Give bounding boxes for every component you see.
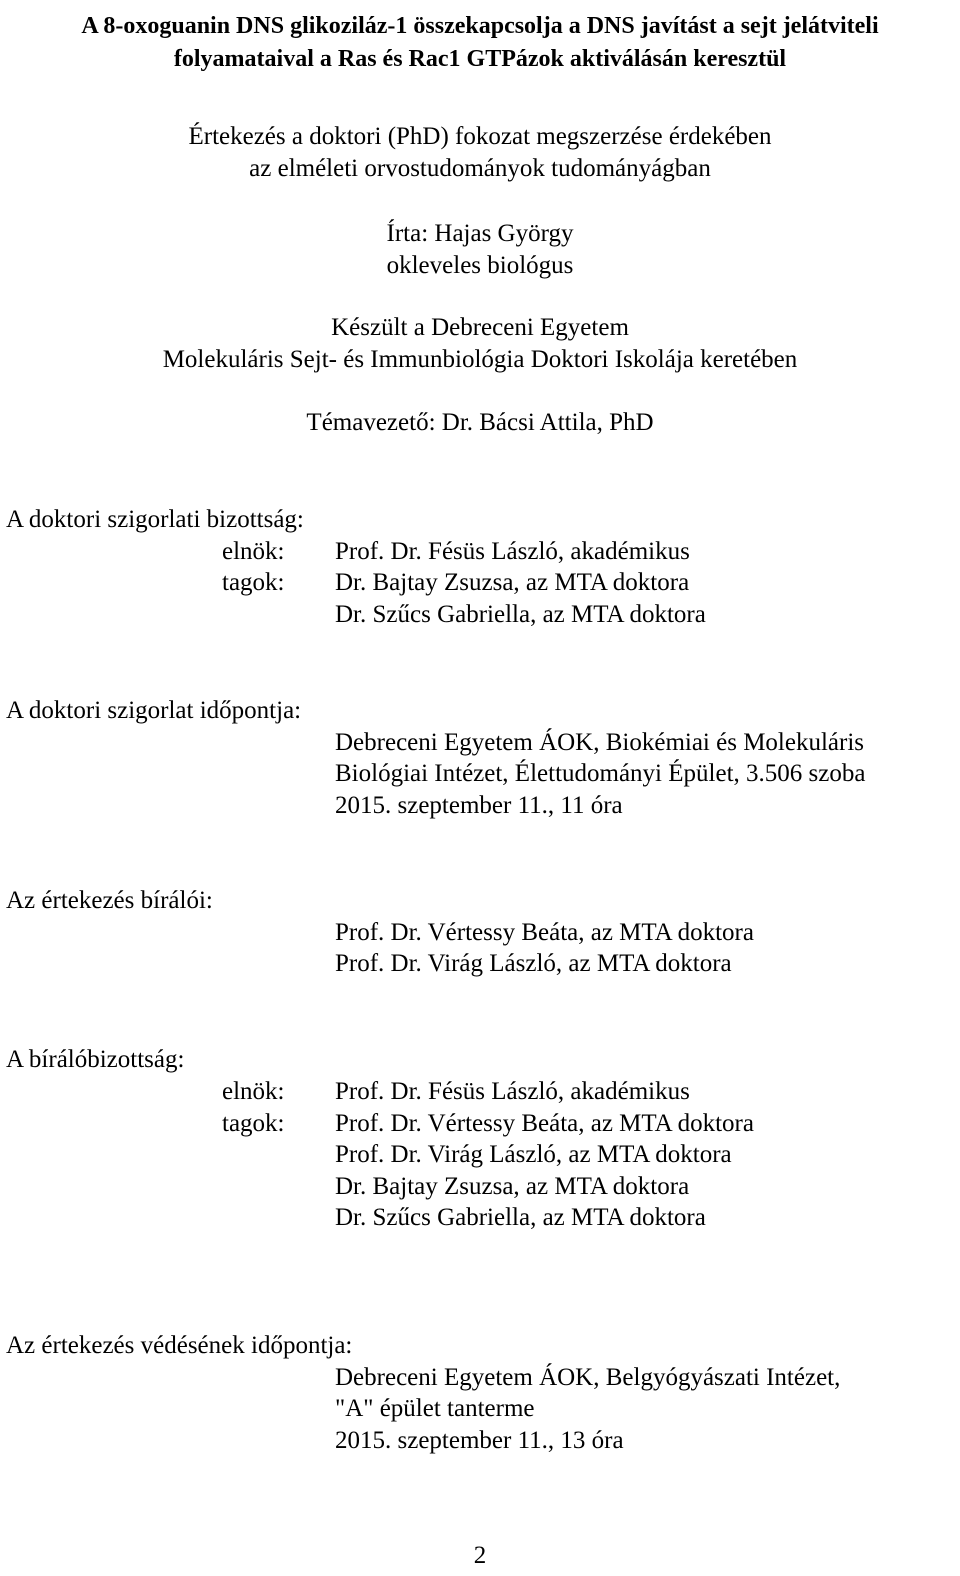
exam-committee-chair-label: elnök: bbox=[222, 538, 285, 565]
defense-time-line: Debreceni Egyetem ÁOK, Belgyógyászati Intézet, bbox=[335, 1364, 841, 1391]
reviewer-line: Prof. Dr. Virág László, az MTA doktora bbox=[335, 950, 732, 977]
exam-committee-member: Dr. Bajtay Zsuzsa, az MTA doktora bbox=[335, 569, 690, 596]
review-committee-member: Prof. Dr. Vértessy Beáta, az MTA doktora bbox=[335, 1110, 754, 1137]
author-line-1: Írta: Hajas György bbox=[386, 220, 574, 247]
review-committee-members-label: tagok: bbox=[222, 1110, 285, 1137]
review-committee-heading: A bírálóbizottság: bbox=[6, 1046, 185, 1073]
page-number: 2 bbox=[473, 1542, 487, 1569]
title-line-1: A 8-oxoguanin DNS glikoziláz-1 összekapcsolja a DNS javítást a sejt jelátviteli bbox=[81, 13, 879, 39]
exam-time-line: Biológiai Intézet, Élettudományi Épület, 3.506 szoba bbox=[335, 760, 866, 787]
supervisor: Témavezető: Dr. Bácsi Attila, PhD bbox=[306, 409, 654, 436]
exam-committee-member: Dr. Szűcs Gabriella, az MTA doktora bbox=[335, 601, 706, 628]
defense-time-line: 2015. szeptember 11., 13 óra bbox=[335, 1427, 624, 1454]
author-line-2: okleveles biológus bbox=[386, 252, 574, 279]
institution-line-1: Készült a Debreceni Egyetem bbox=[331, 314, 629, 341]
review-committee-chair: Prof. Dr. Fésüs László, akadémikus bbox=[335, 1078, 690, 1105]
exam-committee-members-label: tagok: bbox=[222, 569, 285, 596]
reviewers-heading: Az értekezés bírálói: bbox=[6, 887, 213, 914]
review-committee-member: Dr. Bajtay Zsuzsa, az MTA doktora bbox=[335, 1173, 690, 1200]
exam-time-line: Debreceni Egyetem ÁOK, Biokémiai és Molekuláris bbox=[335, 729, 865, 756]
exam-committee-chair: Prof. Dr. Fésüs László, akadémikus bbox=[335, 538, 690, 565]
exam-committee-heading: A doktori szigorlati bizottság: bbox=[6, 506, 304, 533]
purpose-line-1: Értekezés a doktori (PhD) fokozat megszerzése érdekében bbox=[188, 123, 772, 150]
review-committee-chair-label: elnök: bbox=[222, 1078, 285, 1105]
exam-time-line: 2015. szeptember 11., 11 óra bbox=[335, 792, 623, 819]
purpose-line-2: az elméleti orvostudományok tudományágban bbox=[249, 155, 711, 182]
exam-time-heading: A doktori szigorlat időpontja: bbox=[6, 697, 302, 724]
title-line-2: folyamataival a Ras és Rac1 GTPázok aktiválásán keresztül bbox=[173, 46, 787, 72]
defense-time-heading: Az értekezés védésének időpontja: bbox=[6, 1332, 353, 1359]
reviewer-line: Prof. Dr. Vértessy Beáta, az MTA doktora bbox=[335, 919, 754, 946]
review-committee-member: Prof. Dr. Virág László, az MTA doktora bbox=[335, 1141, 732, 1168]
review-committee-member: Dr. Szűcs Gabriella, az MTA doktora bbox=[335, 1204, 706, 1231]
institution-line-2: Molekuláris Sejt- és Immunbiológia Doktori Iskolája keretében bbox=[162, 346, 798, 373]
defense-time-line: "A" épület tanterme bbox=[335, 1395, 535, 1422]
